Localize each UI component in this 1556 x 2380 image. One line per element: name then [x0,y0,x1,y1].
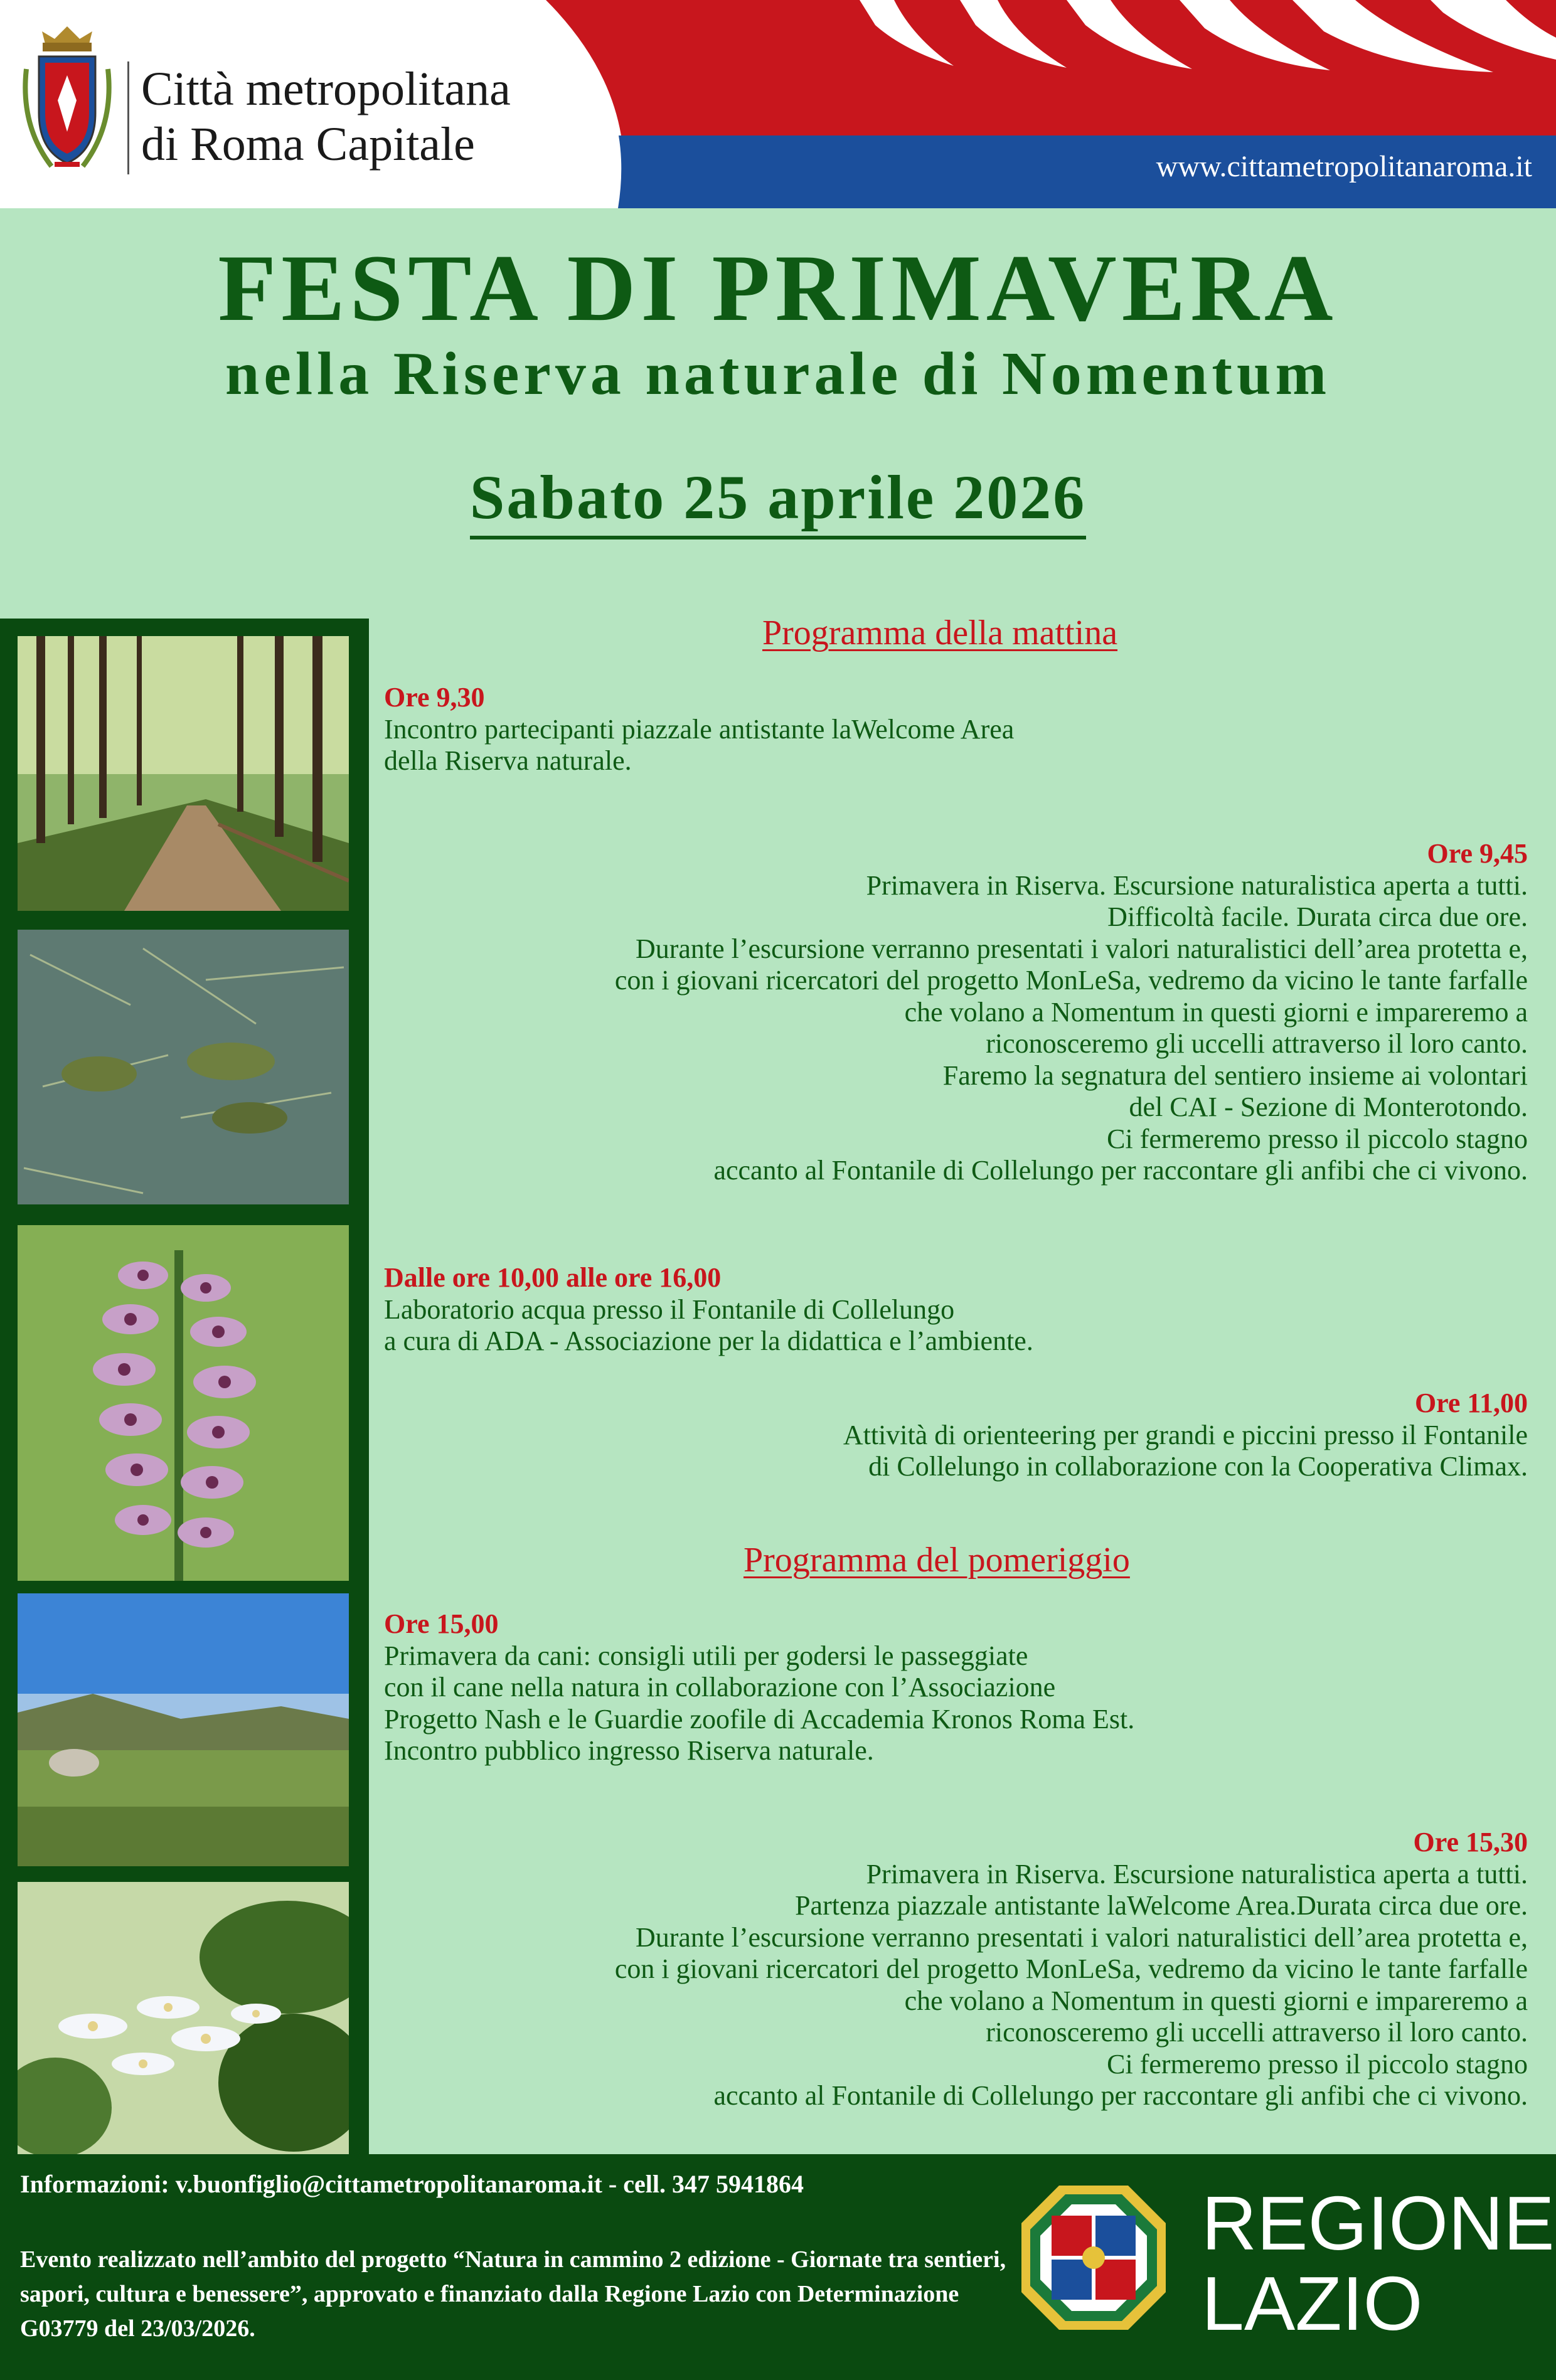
morning-item-1-time: Ore 9,30 [384,682,485,713]
afternoon-item-2-line: con i giovani ricercatori del progetto MonLeSa, vedremo da vicino le tante farfalle [614,1953,1528,1984]
meadow-landscape-photo [18,1593,349,1866]
morning-item-2-line: Primavera in Riserva. Escursione naturalistica aperta a tutti. [866,869,1528,901]
morning-item-3-line: Laboratorio acqua presso il Fontanile di Collelungo [384,1294,955,1325]
regione-lazio-emblem-icon [1021,2186,1166,2330]
afternoon-item-1 [384,1608,1134,1767]
afternoon-item-2-line: che volano a Nomentum in questi giorni e impareremo a [904,1985,1528,2016]
region-name-line1: REGIONE [1202,2181,1555,2266]
funding-note-line: Evento realizzato nell’ambito del progetto “Natura in cammino 2 edizione - Giornate tra sentieri, [20,2246,1006,2273]
coat-of-arms-icon [20,25,114,176]
event-date [0,461,1556,533]
funding-note [20,2243,1006,2346]
morning-item-3-time: Dalle ore 10,00 alle ore 16,00 [384,1262,722,1293]
morning-item-2-line: Ci fermeremo presso il piccolo stagno [1107,1123,1528,1154]
header [0,0,1556,208]
morning-item-2 [615,838,1528,1187]
event-subtitle: nella Riserva naturale di Nomentum [225,340,1331,408]
morning-item-2-time: Ore 9,45 [1427,838,1528,869]
morning-item-2-line: Faremo la segnatura del sentiero insieme ai volontari [942,1060,1528,1091]
contact-info: Informazioni: v.buonfiglio@cittametropolitanaroma.it - cell. 347 5941864 [20,2170,804,2198]
white-flowers-photo [18,1882,349,2154]
orchid-photo [18,1225,349,1581]
forest-path-photo [18,636,349,911]
afternoon-item-2-line: Ci fermeremo presso il piccolo stagno [1107,2048,1528,2080]
afternoon-item-1-time: Ore 15,00 [384,1608,499,1639]
morning-item-2-line: del CAI - Sezione di Monterotondo. [1129,1092,1528,1122]
morning-item-2-line: che volano a Nomentum in questi giorni e impareremo a [904,996,1528,1028]
morning-item-2-line: accanto al Fontanile di Collelungo per raccontare gli anfibi che ci vivono. [713,1155,1528,1186]
website-link[interactable]: www.cittametropolitanaroma.it [1156,150,1532,183]
regione-lazio-name [1202,2183,1555,2344]
frogs-pond-photo [18,930,349,1204]
morning-item-1-line: Incontro partecipanti piazzale antistante laWelcome Area [384,713,1015,745]
afternoon-item-1-line: Primavera da cani: consigli utili per godersi le passeggiate [384,1640,1028,1671]
org-name-line2: di Roma Capitale [141,118,475,171]
morning-item-3-line: a cura di ADA - Associazione per la didattica e l’ambiente. [384,1325,1033,1356]
afternoon-item-2-line: riconosceremo gli uccelli attraverso il loro canto. [986,2017,1528,2048]
morning-item-4-time: Ore 11,00 [1414,1388,1528,1418]
event-title: FESTA DI PRIMAVERA [218,235,1338,341]
afternoon-item-2-line: accanto al Fontanile di Collelungo per raccontare gli anfibi che ci vivono. [713,2080,1528,2111]
morning-item-2-line: riconosceremo gli uccelli attraverso il loro canto. [986,1028,1528,1059]
funding-note-line: sapori, cultura e benessere”, approvato e finanziato dalla Regione Lazio con Determinazione [20,2281,959,2307]
morning-item-4-line: Attività di orienteering per grandi e piccini presso il Fontanile [843,1419,1528,1450]
morning-item-1 [384,682,1014,777]
afternoon-item-1-line: con il cane nella natura in collaborazione con l’Associazione [384,1672,1056,1703]
morning-item-2-line: Durante l’escursione verranno presentati i valori naturalistici dell’area protetta e, [635,933,1528,964]
afternoon-item-1-line: Incontro pubblico ingresso Riserva naturale. [384,1735,874,1766]
morning-item-4 [843,1388,1528,1483]
afternoon-program-title: Programma del pomeriggio [743,1541,1130,1580]
morning-item-3 [384,1262,1033,1357]
afternoon-item-2 [615,1827,1528,2112]
afternoon-item-2-line: Primavera in Riserva. Escursione naturalistica aperta a tutti. [866,1858,1528,1889]
afternoon-item-2-line: Partenza piazzale antistante laWelcome Area.Durata circa due ore. [795,1890,1528,1921]
afternoon-item-2-line: Durante l’escursione verranno presentati i valori naturalistici dell’area protetta e, [635,1921,1528,1953]
morning-item-2-line: Difficoltà facile. Durata circa due ore. [1107,901,1528,932]
org-name-line1: Città metropolitana [141,63,511,115]
afternoon-item-2-time: Ore 15,30 [1413,1827,1528,1857]
morning-item-1-line: della Riserva naturale. [384,745,632,776]
organization-name [141,61,511,172]
morning-item-4-line: di Collelungo in collaborazione con la Cooperativa Climax. [868,1451,1528,1482]
region-name-line2: LAZIO [1202,2261,1423,2346]
logo-divider [127,61,129,174]
morning-item-2-line: con i giovani ricercatori del progetto MonLeSa, vedremo da vicino le tante farfalle [614,965,1528,996]
afternoon-item-1-line: Progetto Nash e le Guardie zoofile di Accademia Kronos Roma Est. [384,1703,1135,1735]
funding-note-line: G03779 del 23/03/2026. [20,2315,255,2342]
event-date-text: Sabato 25 aprile 2026 [470,462,1086,539]
morning-program-title: Programma della mattina [762,614,1118,652]
